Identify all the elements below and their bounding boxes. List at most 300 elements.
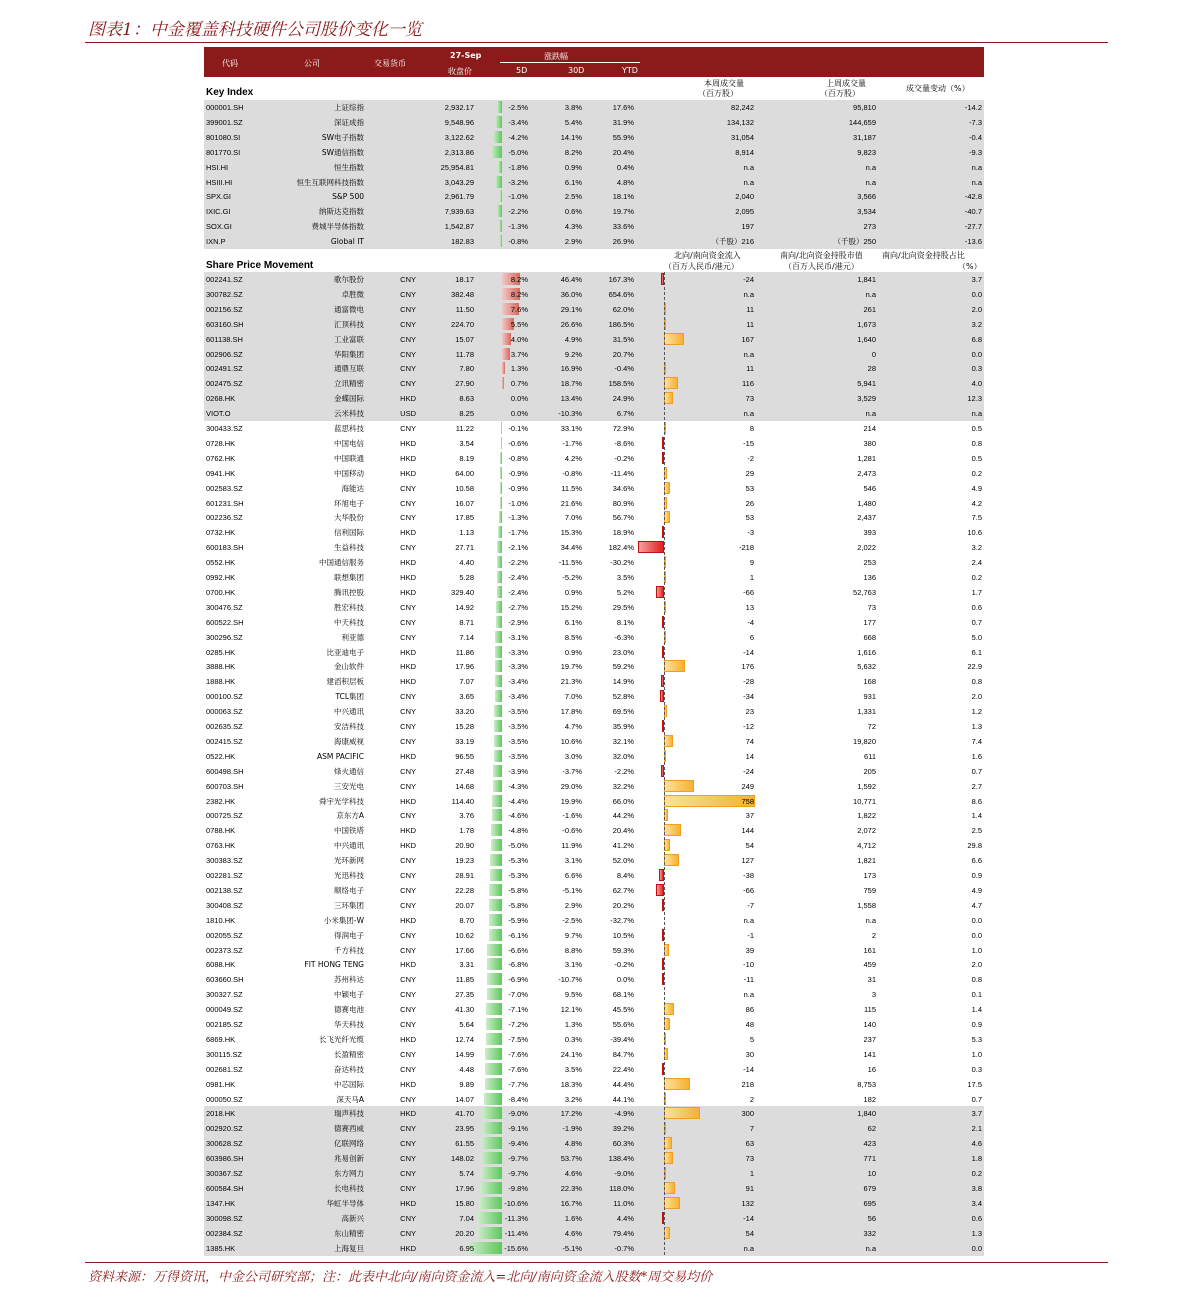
cell-col3: 4.9: [971, 483, 982, 493]
table-row: [204, 823, 984, 838]
cell-currency: CNY: [400, 990, 416, 1000]
table-row: [204, 287, 984, 302]
table-row: [204, 391, 984, 406]
cell-col1: 758: [741, 796, 754, 806]
cell-ytd: 35.9%: [612, 722, 634, 731]
cell-ytd: 44.2%: [612, 811, 634, 821]
cell-5d: 0.7%: [510, 379, 528, 389]
cell-ytd: -39.4%: [610, 1034, 634, 1044]
cell-5d: -8.4%: [508, 1094, 528, 1104]
cell-close: 10.58: [455, 483, 474, 493]
cell-ytd: -8.6%: [614, 438, 634, 448]
bar-5d: [482, 1107, 502, 1119]
cell-company: 光迅科技: [334, 871, 364, 880]
cell-col2: 3: [871, 990, 876, 1000]
cell-5d: -9.4%: [508, 1139, 528, 1149]
cell-col3: 0.9: [971, 871, 982, 880]
cell-close: 4.40: [459, 558, 474, 568]
cell-col3: 2.4: [971, 558, 982, 568]
cell-code: 0700.HK: [206, 587, 236, 597]
bar-5d: [498, 526, 502, 538]
cell-company: 中国铁塔: [334, 826, 364, 836]
cell-company: 腾讯控股: [334, 587, 364, 597]
cell-30d: 4.8%: [564, 1139, 582, 1149]
table-row: [204, 957, 984, 972]
cell-ytd: 20.4%: [612, 147, 634, 157]
table-row: [204, 421, 984, 436]
cell-company: 长盈精密: [334, 1049, 364, 1059]
cell-company: 联想集团: [334, 573, 364, 582]
cell-col1: -4: [747, 617, 754, 627]
cell-col3: 0.0: [971, 915, 982, 925]
cell-30d: 11.5%: [561, 483, 582, 493]
cell-currency: HKD: [400, 1109, 416, 1119]
cell-code: 2382.HK: [206, 796, 236, 806]
table-row: [204, 615, 984, 630]
cell-30d: -0.6%: [562, 826, 582, 836]
cell-code: 6088.HK: [206, 960, 236, 970]
cell-col1: n.a: [743, 177, 754, 187]
cell-col3: -14.2: [964, 103, 982, 112]
cell-col2: 2,437: [857, 513, 876, 523]
cell-col3: 4.7: [971, 900, 982, 910]
table-row: [204, 570, 984, 585]
cell-code: 0788.HK: [206, 826, 236, 836]
cell-code: HSIII.HI: [206, 177, 233, 187]
cell-code: 300383.SZ: [206, 856, 243, 866]
cell-company: 建滔积层板: [326, 677, 364, 687]
cell-company: 费城半导体指数: [311, 222, 364, 232]
cell-code: 002384.SZ: [206, 1228, 243, 1238]
table-row: [204, 100, 984, 115]
cell-close: 25,954.81: [440, 162, 474, 172]
table-row: [204, 1166, 984, 1181]
bar-5d: [489, 899, 502, 911]
cell-close: 11.50: [455, 304, 474, 314]
cell-code: 000063.SZ: [206, 707, 243, 717]
cell-col1: 5: [749, 1034, 754, 1044]
bar-5d: [500, 482, 502, 494]
cell-currency: CNY: [400, 900, 416, 910]
cell-ytd: 8.1%: [616, 617, 634, 627]
cell-col2: 95,810: [853, 103, 876, 112]
bar-5d: [494, 720, 502, 732]
figure-caption: 图表1：中金覆盖科技硬件公司股价变化一览: [88, 20, 422, 40]
bar-5d: [487, 958, 502, 970]
cell-company: 华天科技: [334, 1020, 364, 1029]
cell-close: 5.64: [459, 1020, 474, 1029]
bar-5d: [487, 988, 502, 1000]
cell-30d: -1.7%: [562, 438, 582, 448]
cell-col2: 144,659: [848, 117, 876, 127]
cell-30d: 2.5%: [564, 192, 582, 202]
cell-5d: 0.0%: [510, 394, 528, 404]
cell-company: 长飞光纤光缆: [319, 1034, 364, 1044]
cell-30d: 24.1%: [560, 1049, 582, 1059]
cell-code: 0981.HK: [206, 1079, 236, 1089]
cell-company: 恒生指数: [334, 162, 364, 172]
cell-currency: CNY: [400, 543, 416, 553]
cell-ytd: 3.5%: [616, 573, 634, 582]
cell-ytd: 68.1%: [612, 990, 634, 1000]
bar-5d: [495, 176, 502, 188]
table-row: [204, 883, 984, 898]
cell-code: 002415.SZ: [206, 736, 243, 746]
cell-code: 801080.SI: [206, 132, 241, 142]
bar-flow: [638, 541, 664, 553]
table-row: [204, 361, 984, 376]
cell-5d: 8.2%: [510, 289, 528, 299]
cell-col2: 3,566: [857, 192, 876, 202]
cell-col3: 0.5: [971, 453, 982, 463]
cell-5d: -0.9%: [508, 483, 528, 493]
cell-ytd: 62.0%: [612, 304, 634, 314]
cell-col2: 273: [863, 222, 876, 232]
cell-currency: HKD: [400, 796, 416, 806]
cell-30d: -1.9%: [562, 1124, 582, 1134]
cell-company: FIT HONG TENG: [304, 960, 364, 970]
cell-close: 2,961.79: [444, 192, 474, 202]
bar-5d: [477, 1227, 502, 1239]
cell-company: 奋达科技: [334, 1064, 364, 1074]
cell-col3: 2.0: [971, 304, 982, 314]
cell-ytd: 11.0%: [613, 1198, 634, 1208]
cell-close: 114.40: [451, 796, 474, 806]
bar-5d: [481, 1137, 502, 1149]
cell-col2: 1,822: [857, 811, 876, 821]
cell-col2: 1,673: [857, 319, 876, 329]
cell-col2: 19,820: [853, 736, 876, 746]
cell-company: ASM PACIFIC: [317, 751, 364, 761]
cell-currency: HKD: [400, 1034, 416, 1044]
cell-col2: （千股）250: [833, 237, 876, 247]
header-change-group: 涨跌幅: [544, 52, 568, 61]
cell-30d: -1.6%: [562, 811, 582, 821]
cell-ytd: 22.4%: [612, 1064, 634, 1074]
cell-currency: CNY: [400, 1049, 416, 1059]
cell-currency: HKD: [400, 453, 416, 463]
cell-col2: 679: [863, 1183, 876, 1193]
cell-close: 8.19: [459, 453, 474, 463]
cell-currency: CNY: [400, 722, 416, 731]
cell-close: 8.25: [459, 409, 474, 419]
cell-5d: -2.4%: [508, 573, 528, 582]
cell-5d: -3.5%: [508, 707, 528, 717]
cell-code: 300628.SZ: [206, 1139, 243, 1149]
cell-currency: CNY: [400, 334, 416, 344]
bar-flow: [664, 824, 681, 836]
table-row: [204, 1062, 984, 1077]
cell-col3: 2.0: [971, 692, 982, 702]
cell-5d: -4.6%: [508, 811, 528, 821]
cell-col3: 4.2: [971, 498, 982, 508]
cell-col2: 2: [871, 930, 876, 940]
cell-col2: 3,534: [857, 207, 876, 217]
table-row: [204, 234, 984, 249]
cell-code: 399001.SZ: [206, 117, 243, 127]
cell-col1: n.a: [743, 1243, 754, 1253]
table-row: [204, 943, 984, 958]
cell-close: 2,932.17: [444, 103, 474, 112]
bar-flow: [664, 333, 684, 345]
cell-company: 中国联通: [334, 453, 364, 463]
cell-col1: 39: [745, 945, 754, 955]
cell-5d: -2.2%: [508, 558, 528, 568]
cell-ytd: 84.7%: [612, 1049, 634, 1059]
cell-5d: -7.6%: [508, 1064, 528, 1074]
share-price-header: [204, 250, 984, 272]
cell-close: 20.20: [455, 1228, 474, 1238]
cell-company: 深天马A: [336, 1094, 364, 1104]
bar-5d: [502, 348, 510, 360]
cell-currency: CNY: [400, 1169, 416, 1178]
bar-flow: [664, 1197, 680, 1209]
cell-currency: CNY: [400, 1228, 416, 1238]
cell-30d: 29.0%: [560, 781, 582, 791]
cell-col2: 459: [863, 960, 876, 970]
cell-30d: 34.4%: [560, 543, 582, 553]
cell-company: 小米集团-W: [323, 915, 364, 925]
cell-code: 000050.SZ: [206, 1094, 243, 1104]
cell-5d: -0.1%: [508, 424, 528, 433]
cell-col1: -1: [747, 930, 754, 940]
cell-col1: 249: [741, 781, 754, 791]
bar-flow: [664, 854, 679, 866]
cell-col2: 931: [863, 692, 876, 702]
cell-close: 3.76: [459, 811, 474, 821]
cell-code: 0732.HK: [206, 528, 236, 538]
header-currency: 交易货币: [374, 59, 406, 68]
cell-code: 300367.SZ: [206, 1169, 243, 1178]
cell-code: 002241.SZ: [206, 275, 243, 284]
table-row: [204, 332, 984, 347]
cell-currency: CNY: [400, 885, 416, 895]
cell-currency: CNY: [400, 364, 416, 374]
cell-ytd: 182.4%: [608, 543, 634, 553]
cell-col3: 0.0: [971, 349, 982, 359]
cell-col3: 0.7: [971, 1094, 982, 1104]
cell-close: 382.48: [451, 289, 474, 299]
cell-close: 7.07: [459, 677, 474, 687]
cell-col2: 205: [863, 766, 876, 776]
table-row: [204, 630, 984, 645]
cell-col2: 2,473: [857, 468, 876, 478]
cell-col1: （千股）216: [711, 237, 754, 247]
cell-col2: 423: [863, 1139, 876, 1149]
cell-col2: n.a: [865, 289, 876, 299]
cell-col1: -38: [743, 871, 754, 880]
cell-currency: HKD: [400, 960, 416, 970]
cell-code: 3888.HK: [206, 662, 236, 672]
cell-currency: HKD: [400, 841, 416, 851]
cell-col3: 10.6: [967, 528, 982, 538]
cell-5d: -5.8%: [508, 900, 528, 910]
cell-5d: -15.6%: [504, 1243, 528, 1253]
cell-currency: CNY: [400, 811, 416, 821]
cell-company: 卓胜微: [341, 289, 364, 299]
cell-close: 182.83: [451, 237, 474, 247]
cell-5d: -7.0%: [508, 990, 528, 1000]
cell-currency: CNY: [400, 1213, 416, 1223]
cell-ytd: 41.2%: [612, 841, 634, 851]
cell-code: 603160.SH: [206, 319, 244, 329]
bar-5d: [500, 190, 502, 202]
cell-currency: CNY: [400, 871, 416, 880]
cell-30d: 6.1%: [564, 617, 582, 627]
cell-col2: 52,763: [853, 587, 876, 597]
cell-col1: 53: [745, 513, 754, 523]
cell-ytd: 20.2%: [612, 900, 634, 910]
bar-5d: [501, 437, 502, 449]
cell-ytd: 0.4%: [616, 162, 634, 172]
bar-5d: [485, 1063, 502, 1075]
cell-col3: 0.8: [971, 438, 982, 448]
cell-col1: 48: [745, 1020, 754, 1029]
cell-col1: -28: [743, 677, 754, 687]
cell-col2: 1,821: [857, 856, 876, 866]
cell-ytd: 60.3%: [612, 1139, 634, 1149]
cell-close: 23.95: [455, 1124, 474, 1134]
cell-company: S&P 500: [332, 192, 364, 202]
cell-30d: 13.4%: [560, 394, 582, 404]
cell-company: 比亚迪电子: [326, 647, 364, 657]
cell-company: 立讯精密: [334, 379, 364, 389]
cell-30d: 18.7%: [560, 379, 582, 389]
cell-col2: 56: [867, 1213, 876, 1223]
cell-5d: -7.5%: [508, 1034, 528, 1044]
cell-close: 61.55: [455, 1139, 474, 1149]
cell-col1: -14: [743, 1064, 754, 1074]
cell-ytd: 32.1%: [612, 736, 634, 746]
cell-col2: 1,616: [857, 647, 876, 657]
cell-col3: 2.0: [971, 960, 982, 970]
table-row: [204, 1077, 984, 1092]
cell-company: TCL集团: [335, 692, 364, 702]
cell-close: 4.48: [459, 1064, 474, 1074]
cell-col2: 3,529: [857, 394, 876, 404]
col-hold-unit: （百万人民币/港元）: [784, 262, 859, 271]
cell-col1: 197: [741, 222, 754, 232]
cell-5d: -2.9%: [508, 617, 528, 627]
cell-currency: HKD: [400, 587, 416, 597]
cell-currency: CNY: [400, 602, 416, 612]
cell-col3: -0.4: [969, 132, 982, 142]
cell-ytd: -0.4%: [614, 364, 634, 374]
bar-5d: [494, 705, 502, 717]
table-row: [204, 219, 984, 234]
cell-5d: -1.0%: [508, 192, 528, 202]
cell-close: 14.07: [455, 1094, 474, 1104]
cell-col1: 176: [741, 662, 754, 672]
cell-close: 33.20: [455, 707, 474, 717]
cell-company: Global IT: [330, 237, 364, 247]
cell-ytd: 4.8%: [616, 177, 634, 187]
cell-col2: 62: [867, 1124, 876, 1134]
cell-close: 27.90: [455, 379, 474, 389]
cell-currency: HKD: [400, 394, 416, 404]
cell-code: IXN.P: [206, 237, 226, 247]
cell-5d: -1.3%: [508, 222, 528, 232]
cell-30d: 33.1%: [560, 424, 582, 433]
cell-col3: 5.0: [971, 632, 982, 642]
cell-5d: -5.0%: [508, 147, 528, 157]
cell-code: 801770.SI: [206, 147, 241, 157]
cell-company: 信利国际: [334, 528, 364, 538]
cell-col3: n.a: [971, 409, 982, 419]
key-index-header: [204, 77, 984, 100]
cell-ytd: 44.1%: [612, 1094, 634, 1104]
bar-5d: [481, 1152, 502, 1164]
cell-col1: -14: [743, 1213, 754, 1223]
cell-code: 002906.SZ: [206, 349, 243, 359]
cell-col2: 28: [867, 364, 876, 374]
cell-col3: 1.4: [971, 811, 982, 821]
col-pct: 南向/北向资金持股占比: [882, 251, 965, 260]
cell-currency: CNY: [400, 632, 416, 642]
header-group-rule: [500, 62, 640, 63]
cell-company: 顺络电子: [334, 885, 364, 895]
table-row: [204, 436, 984, 451]
bar-5d: [487, 973, 502, 985]
bar-5d: [500, 467, 502, 479]
cell-30d: 46.4%: [560, 275, 582, 284]
cell-col2: 173: [863, 871, 876, 880]
cell-col2: 380: [863, 438, 876, 448]
cell-close: 11.78: [455, 349, 474, 359]
col-vol-week-unit: （百万股）: [698, 89, 738, 98]
cell-company: 通鼎互联: [334, 364, 364, 374]
cell-company: 上海复旦: [334, 1243, 364, 1253]
cell-col2: n.a: [865, 1243, 876, 1253]
table-row: [204, 853, 984, 868]
cell-company: 工业富联: [334, 334, 364, 344]
cell-col3: 0.8: [971, 677, 982, 687]
cell-company: 纳斯达克指数: [319, 207, 364, 217]
cell-ytd: 55.9%: [612, 132, 634, 142]
cell-col3: 0.6: [971, 602, 982, 612]
cell-col3: 17.5: [967, 1079, 982, 1089]
cell-col2: 115: [864, 1005, 876, 1015]
table-row: [204, 1181, 984, 1196]
cell-30d: 3.2%: [564, 1094, 582, 1104]
cell-company: 兆易创新: [334, 1154, 364, 1164]
cell-col1: 29: [745, 468, 754, 478]
cell-30d: 36.0%: [560, 289, 582, 299]
cell-company: 蓝思科技: [334, 424, 364, 433]
cell-col1: n.a: [743, 915, 754, 925]
cell-30d: 3.1%: [564, 856, 582, 866]
col-vol-week: 本周成交量: [704, 79, 744, 88]
bar-5d: [493, 765, 502, 777]
cell-col3: 6.1: [971, 647, 982, 657]
cell-company: SW通信指数: [321, 147, 364, 157]
cell-col3: -9.3: [969, 147, 982, 157]
cell-col2: 1,840: [857, 1109, 876, 1119]
table-row: [204, 1226, 984, 1241]
cell-col2: 72: [867, 722, 876, 731]
cell-currency: HKD: [400, 677, 416, 687]
cell-col2: 168: [863, 677, 876, 687]
cell-col1: 74: [745, 736, 754, 746]
bar-5d: [493, 780, 502, 792]
cell-currency: CNY: [400, 498, 416, 508]
cell-currency: CNY: [400, 349, 416, 359]
cell-code: VIOT.O: [206, 409, 231, 419]
cell-code: 300782.SZ: [206, 289, 243, 299]
cell-col1: 132: [741, 1198, 754, 1208]
cell-30d: -0.8%: [562, 468, 582, 478]
cell-close: 224.70: [451, 319, 474, 329]
